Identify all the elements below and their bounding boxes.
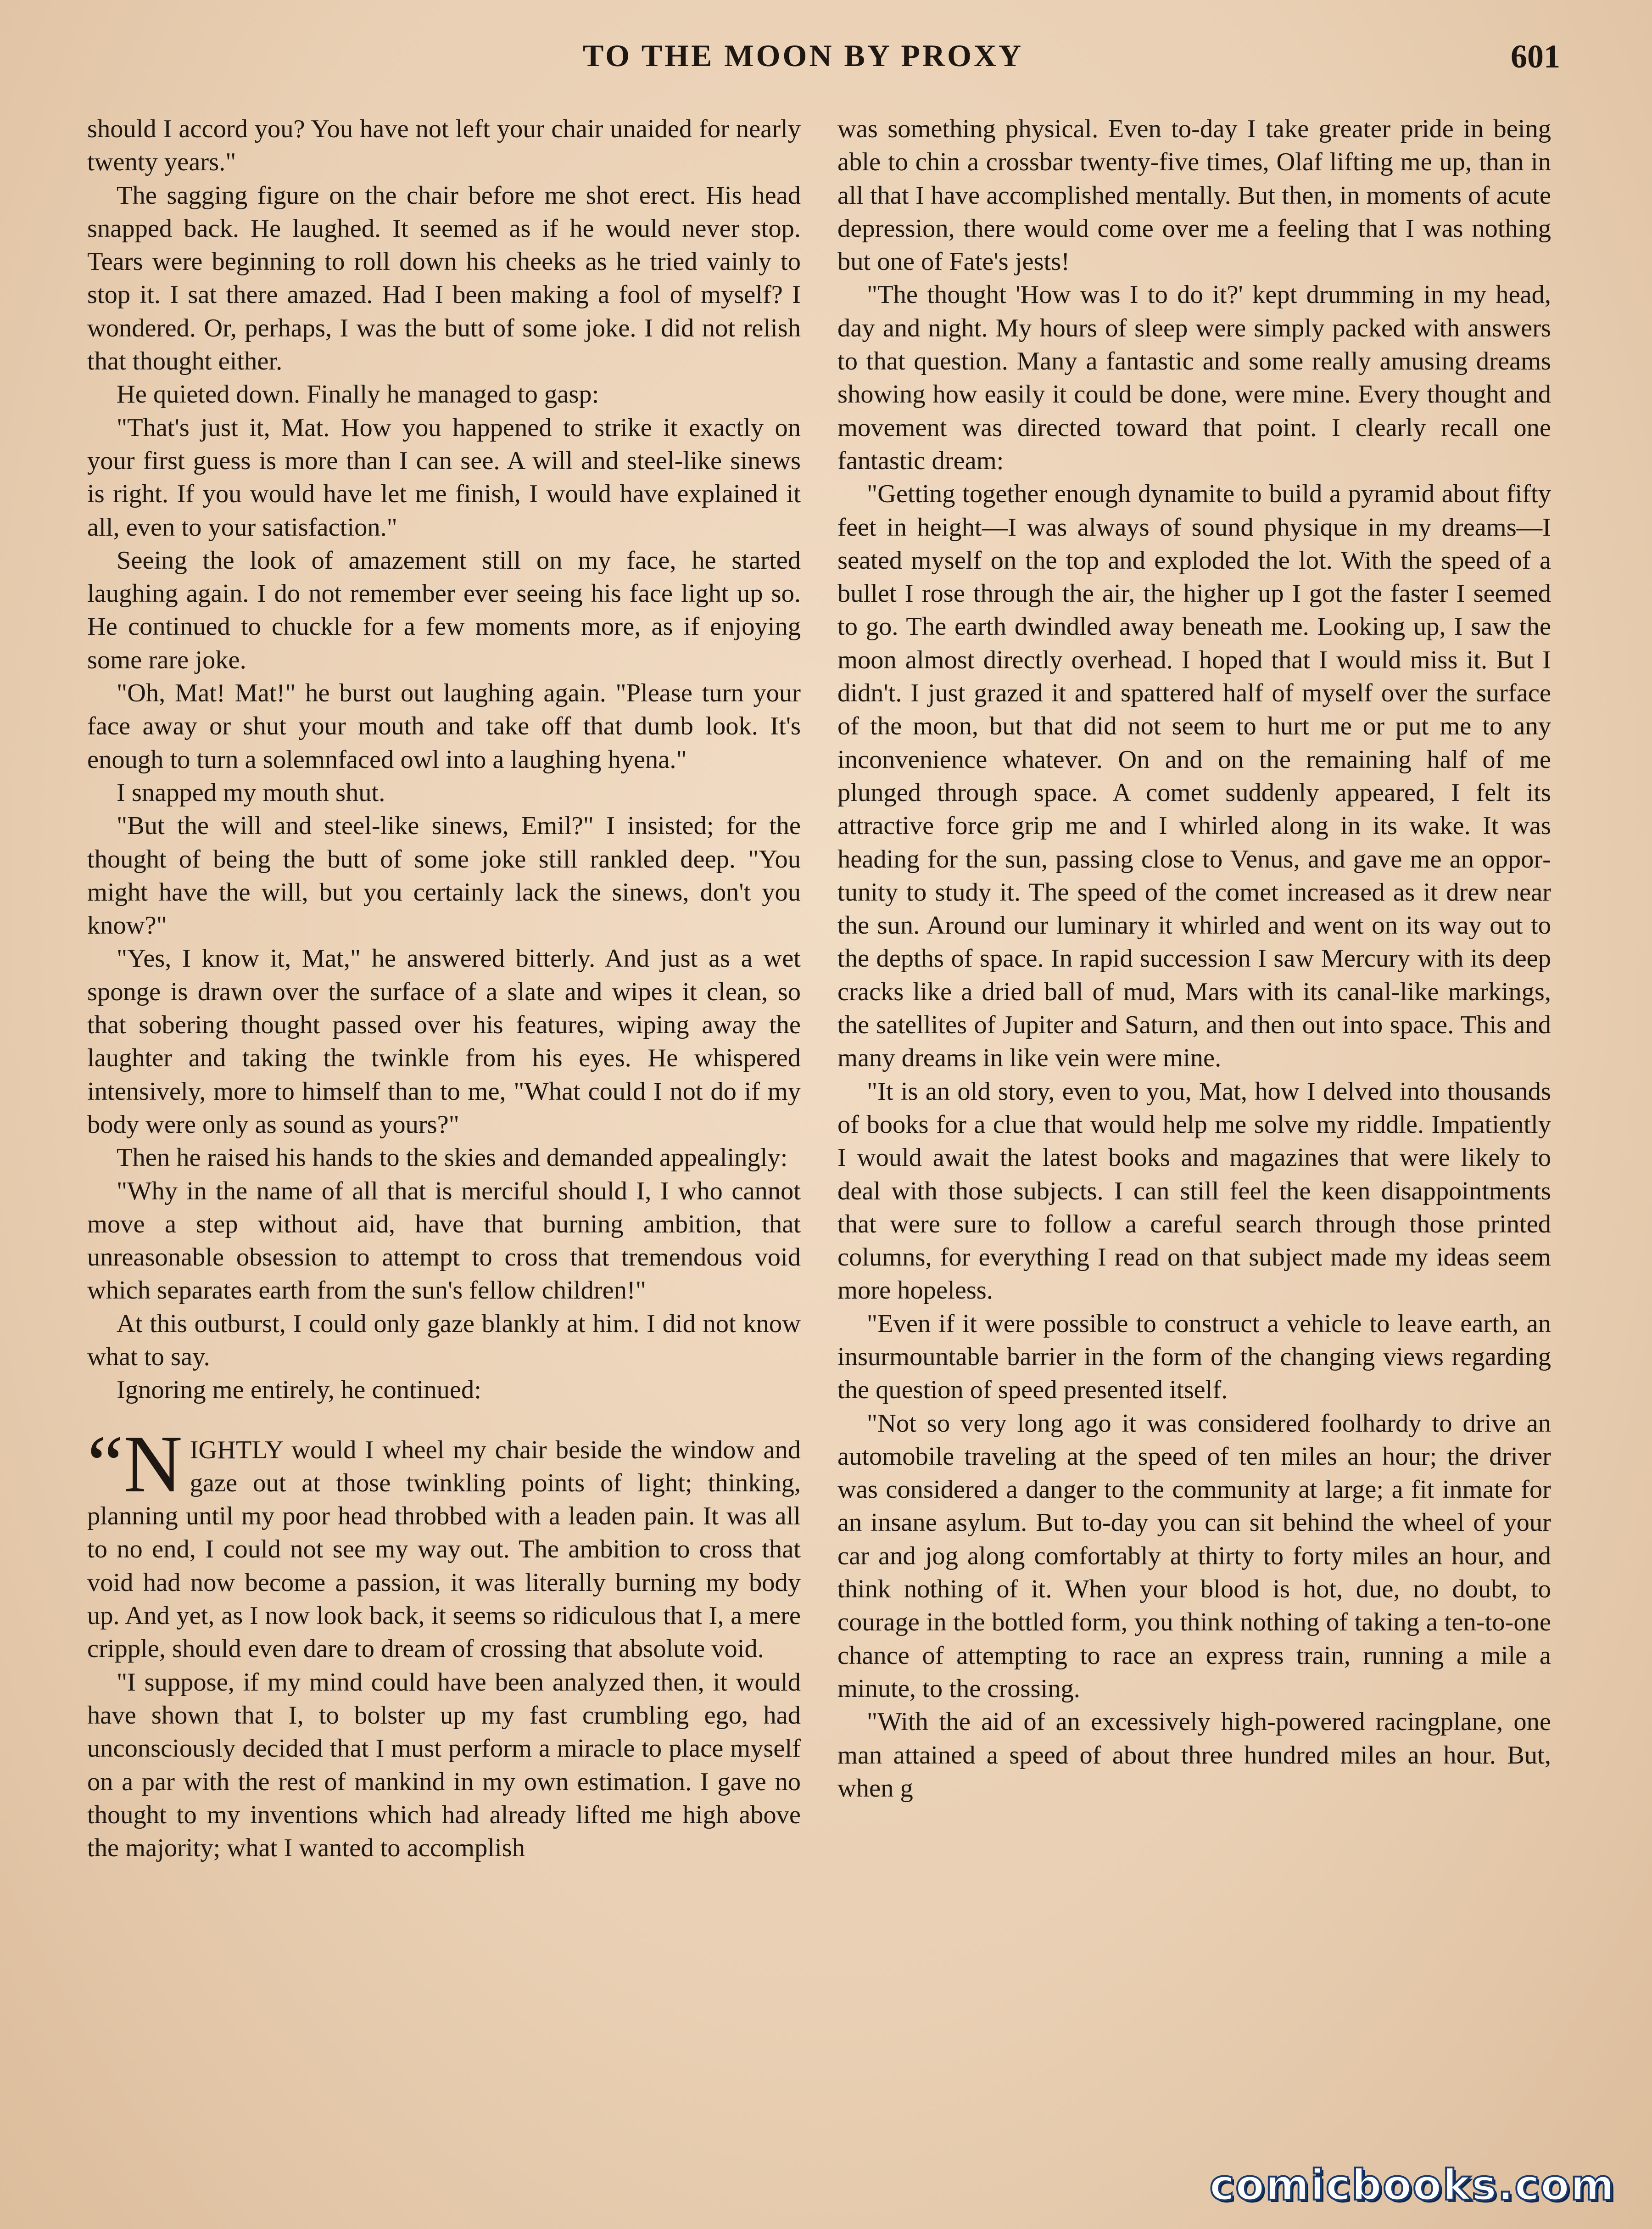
page-header: [0, 38, 1652, 93]
paragraph: I snapped my mouth shut.: [117, 778, 385, 807]
paragraph: Then he raised his hands to the skies and demanded appealingly:: [117, 1143, 788, 1172]
drop-cap-quote: “: [87, 1418, 124, 1509]
paragraph: "The thought 'How was I to do it?' kept drumming in my head, day and night. My hours of sleep were simply packed with answers to that question. Many a fantastic and some really amusing dreams showing how easily it could be done, were mine. Every thought and movement was directed toward that point. I clearly recall one fantastic dream:: [837, 280, 1551, 475]
paragraph-text: would I wheel my chair beside the window and gaze out at those twinkling points of light; thinking, planning until my poor head throbbed with a leaden pain. It was all to no end, I could not see my way out. The ambition to cross that void had now become a passion, it was literally burning my body up. And yet, as I now look back, it seems so ridiculous that I, a mere cripple, should even dare to dream of crossing that absolute void.: [87, 1435, 801, 1663]
site-watermark: comicbooks.com: [1209, 2161, 1615, 2210]
right-column: [837, 112, 1551, 1805]
running-title: TO THE MOON BY PROXY: [583, 38, 1024, 73]
page-number: 601: [1511, 38, 1560, 75]
drop-cap-letter: N: [123, 1418, 183, 1509]
paragraph: "That's just it, Mat. How you happened to strike it exactly on your first guess is more than I can see. A will and steel-like sinews is right. If you would have let me finish, I would have explained it all, even to your satisfaction.": [87, 413, 801, 542]
section-lead-word: IGHTLY: [190, 1435, 283, 1464]
paragraph: "Getting together enough dynamite to build a pyramid about fifty feet in height—I was always of sound physique in my dreams—I seated myself on the top and exploded the lot. With the speed of a bullet I rose through the air, the higher up I got the faster I seemed to go. The earth dwindled away beneath me. Looking up, I saw the moon almost directly overhead. I hoped that I would miss it. But I didn't. I just grazed it and spattered half of myself over the surface of the moon, but that did not seem to hurt me or put me to any inconvenience whatever. On and on the remaining half of me plunged through space. A comet suddenly appeared, I felt its attractive force grip me and I whirled along in its wake. It was heading for the sun, passing close to Venus, and gave me an opportunity to study it. The speed of the comet increased as it drew near the sun. Around our luminary it whirled and went on its way out to the depths of space. In rapid succession I saw Mercury with its deep cracks like a dried ball of mud, Mars with its canal-like markings, the satellites of Jupiter and Saturn, and then out into space. This and many dreams in like vein were mine.: [837, 480, 1551, 1073]
paragraph: "It is an old story, even to you, Mat, how I delved into thousands of books for a clue that would help me solve my riddle. Impatiently I would await the latest books and magazines that were likely to deal with those subjects. I can still feel the keen disappointments that were sure to follow a careful search through those printed columns, for everything I read on that subject made my ideas seem more hopeless.: [837, 1077, 1551, 1305]
paragraph: "Even if it were possible to construct a vehicle to leave earth, an insurmountable barrier in the form of the changing views regarding the question of speed presented itself.: [837, 1309, 1551, 1405]
paragraph: Seeing the look of amazement still on my face, he started laughing again. I do not remember ever seeing his face light up so. He continued to chuckle for a few moments more, as if enjoying some rare joke.: [87, 546, 801, 674]
section-opening-paragraph: [87, 1418, 801, 1666]
paragraph: "But the will and steel-like sinews, Emil?" I insisted; for the thought of being the butt of some joke still rankled deep. "You might have the will, but you certainly lack the sinews, don't you know?": [87, 812, 801, 940]
drop-cap: [87, 1418, 183, 1509]
paragraph: He quieted down. Finally he managed to gasp:: [117, 380, 599, 409]
paragraph: "Not so very long ago it was considered foolhardy to drive an automobile traveling at the speed of ten miles an hour; the driver was considered a danger to the community at large; a fit inmate for an insane asylum. But to-day you can sit behind the wheel of your car and jog along comfortably at thirty to forty miles an hour, and think nothing of it. When your blood is hot, due, no doubt, to courage in the bottled form, you think nothing of taking a ten-to-one chance of attempting to race an express train, running a mile a minute, to the crossing.: [837, 1409, 1551, 1703]
paragraph: Ignoring me entirely, he continued:: [117, 1376, 481, 1405]
paragraph: should I accord you? You have not left your chair unaided for nearly twenty years.": [87, 115, 801, 177]
left-column: [87, 112, 801, 1865]
paragraph: "I suppose, if my mind could have been analyzed then, it would have shown that I, to bolster up my fast crumbling ego, had unconsciously decided that I must perform a miracle to place myself on a par with the rest of mankind in my own estimation. I gave no thought to my inventions which had already lifted me high above the majority; what I wanted to accomplish: [87, 1668, 801, 1863]
paragraph: "With the aid of an excessively high-powered racingplane, one man attained a speed of about three hundred miles an hour. But, when g: [837, 1708, 1551, 1803]
paragraph: "Yes, I know it, Mat," he answered bitterly. And just as a wet sponge is drawn over the surface of a slate and wipes it clean, so that sobering thought passed over his features, wiping away the laughter and taking the twinkle from his eyes. He whispered intensively, more to himself than to me, "What could I not do if my body were only as sound as yours?": [87, 944, 801, 1139]
paragraph: The sagging figure on the chair before me shot erect. His head snapped back. He laughed. It seemed as if he would never stop. Tears were beginning to roll down his cheeks as he tried vainly to stop it. I sat there amazed. Had I been making a fool of myself? I wondered. Or, perhaps, I was the butt of some joke. I did not relish that thought either.: [87, 181, 801, 376]
paragraph: At this outburst, I could only gaze blankly at him. I did not know what to say.: [87, 1309, 801, 1371]
paragraph: was something physical. Even to-day I take greater pride in being able to chin a crossbar twenty-five times, Olaf lifting me up, than in all that I have accomplished mentally. But then, in moments of acute depression, there would come over me a feeling that I was nothing but one of Fate's jests!: [837, 115, 1551, 276]
paragraph: "Oh, Mat! Mat!" he burst out laughing again. "Please turn your face away or shut your mouth and take off that dumb look. It's enough to turn a solemnfaced owl into a laughing hyena.": [87, 679, 801, 774]
paragraph: "Why in the name of all that is merciful should I, I who cannot move a step without aid, have that burning ambition, that unreasonable obsession to attempt to cross that tremendous void which separates earth from the sun's fellow children!": [87, 1176, 801, 1305]
